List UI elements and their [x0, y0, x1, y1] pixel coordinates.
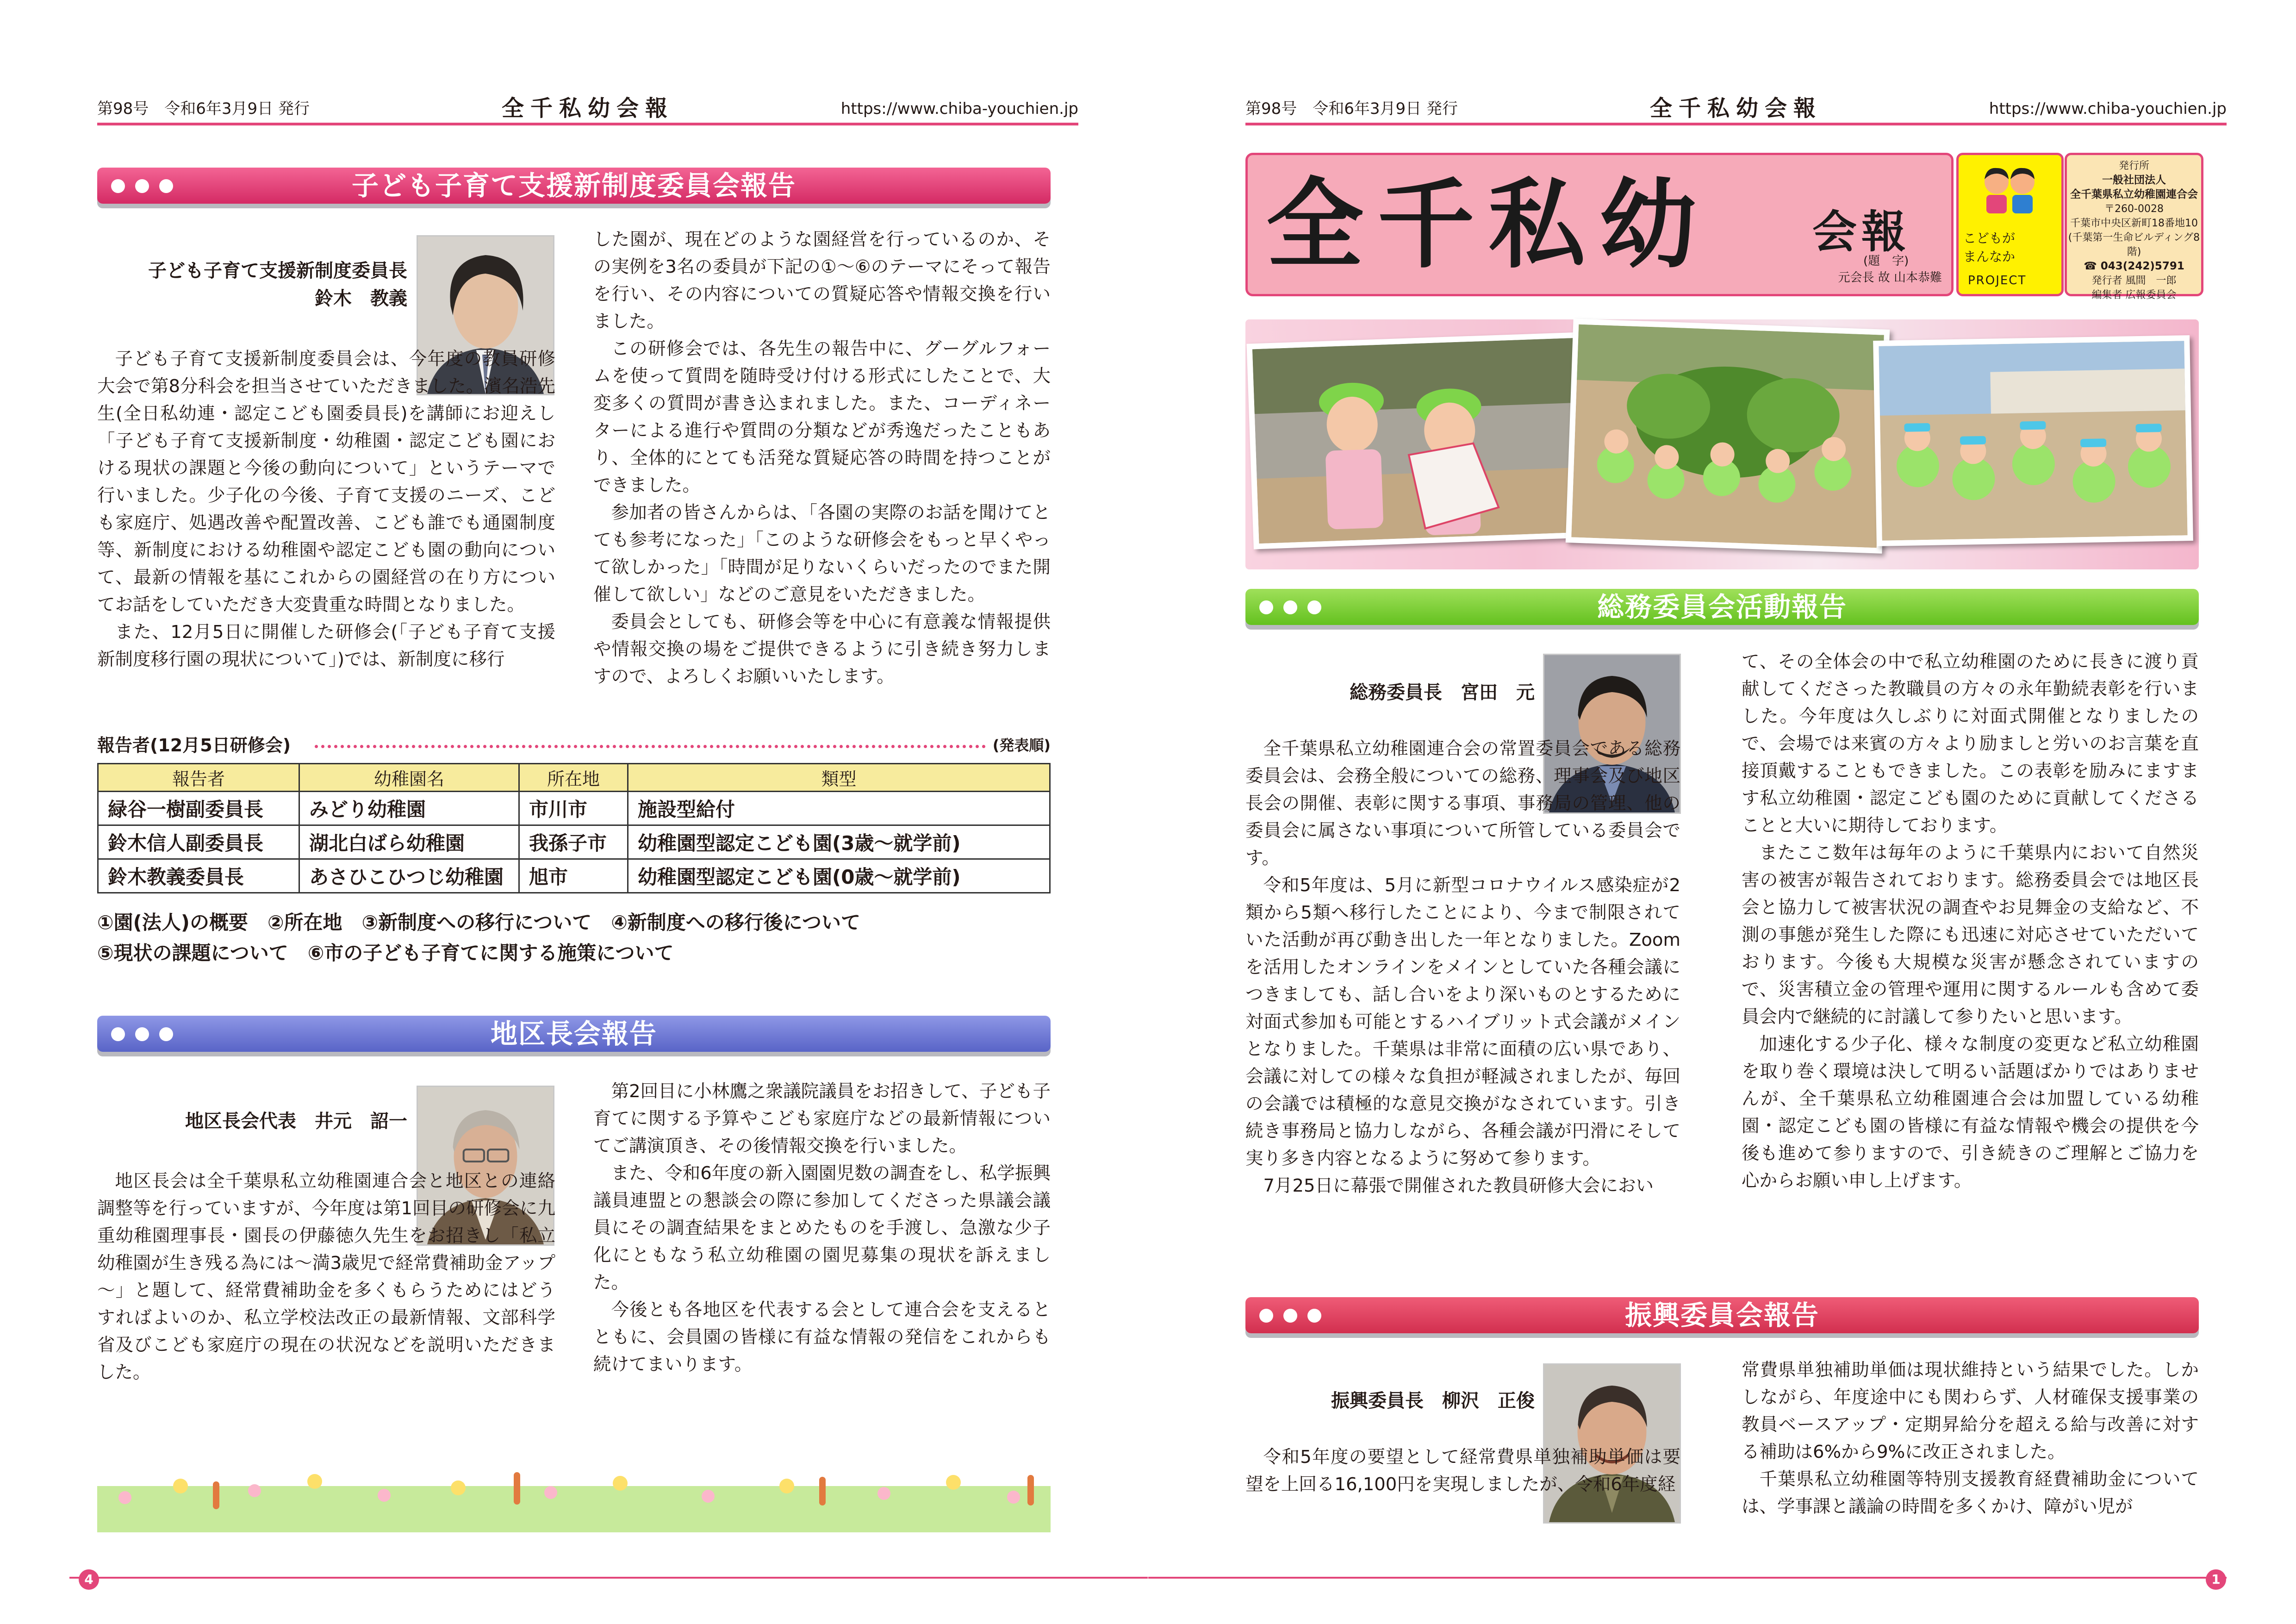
children-icon — [1977, 164, 2042, 215]
photo-collage — [1245, 319, 2199, 569]
table-cell: 幼稚園型認定こども園(0歳～就学前) — [628, 859, 1050, 893]
text-column-1 — [97, 1168, 555, 1386]
theme-line: ⑤現状の課題について ⑥市の子ども子育てに関する施策について — [97, 942, 674, 964]
paragraph: 今後とも各地区を代表する会として連合会を支えるとともに、会員園の皆様に有益な情報の発信をこれからも続けてまいります。 — [593, 1299, 1051, 1375]
section-title: 地区長会報告 — [490, 1018, 657, 1049]
paragraph: 子ども子育て支援新制度委員会は、今年度の教員研修大会で第8分科会を担当させていただきました。濱名浩先生(全日私幼連・認定こども園委員長)を講師にお迎えし「子ども子育て支援新制度・幼稚園・認定こども園における現状の課題と今後の動向について」というテーマで行いました。少子化の今後、子育て支援のニーズ、こども家庭庁、処遇改善や配置改善、こども誰でも通園制度等、新制度における幼稚園や認定こども園の動向について、最新の情報を基にこれからの園経営の在り方についてお話をしていただき大変貴重な時間となりました。 — [97, 349, 555, 615]
table-cell: 旭市 — [519, 859, 628, 893]
publisher-line: 発行者 風間 一郎 — [2091, 275, 2177, 287]
page-header — [97, 97, 1078, 125]
column-header: 類型 — [628, 764, 1050, 792]
page-number: 4 — [79, 1569, 99, 1590]
page-1 — [1148, 0, 2296, 1624]
section-banner-promotion — [1245, 1297, 2199, 1333]
paragraph: この研修会では、各先生の報告中に、グーグルフォームを使って質問を随時受け付ける形式にしたことで、大変多くの質問が書き込まれました。また、コーディネーターによる進行や質問の分類などが秀逸だったこともあり、全体的にとても活発な質疑応答の時間を持つことができました。 — [593, 338, 1051, 496]
paper-title: 全千私幼会報 — [501, 95, 674, 121]
table-cell: みどり幼稚園 — [299, 792, 519, 825]
text-column-2 — [1742, 1356, 2199, 1520]
author-block: 総務委員長 宮田 元 — [1350, 682, 1535, 703]
text-column-2 — [593, 226, 1051, 690]
masthead-title: 全千私幼 — [1266, 167, 1711, 281]
photo-children-kite — [1246, 332, 1588, 550]
header-divider — [97, 123, 1078, 125]
column-header: 報告者 — [98, 764, 299, 792]
slogan-line: こどもが — [1963, 231, 2016, 246]
dotted-rule — [315, 745, 986, 748]
table-cell: あさひこひつじ幼稚園 — [299, 859, 519, 893]
paragraph: した園が、現在どのような園経営を行っているのか、その実例を3名の委員が下記の①～⑥のテーマにそって報告を行い、その内容についての質疑応答や情報交換を行いました。 — [593, 229, 1051, 332]
paragraph: 令和5年度の要望として経常費県単独補助単価は要望を上回る16,100円を実現しましたが、令和6年度経 — [1245, 1447, 1680, 1495]
text-column-2 — [1742, 648, 2199, 1194]
table-cell: 幼稚園型認定こども園(3歳～就学前) — [628, 825, 1050, 859]
paragraph: 千葉県私立幼稚園等特別支援教育経費補助金については、学事課と議論の時間を多くかけ、障がい児が — [1742, 1469, 2199, 1517]
text-column-2 — [593, 1078, 1051, 1378]
publisher-line: ☎ 043(242)5791 — [2084, 260, 2184, 272]
masthead — [1245, 153, 1954, 296]
paragraph: また、令和6年度の新入園園児数の調査をし、私学振興議員連盟との懇談会の際に参加してくださった県議会議員にその調査結果をまとめたものを手渡し、急激な少子化にともなう私立幼稚園の園児募集の現状を訴えました。 — [593, 1163, 1051, 1293]
table-cell: 我孫子市 — [519, 825, 628, 859]
masthead-subtitle: 会報 — [1812, 206, 1910, 258]
paragraph: 加速化する少子化、様々な制度の変更など私立幼稚園を取り巻く環境は決して明るい話題ばかりではありませんが、全千葉県私立幼稚園連合会は加盟している幼稚園・認定こども園の皆様に有益な情報や機会の提供を今後も進めて参りますので、引き続きのご理解とご協力を心からお願い申し上げます。 — [1742, 1034, 2199, 1191]
slogan-line: まんなか — [1963, 249, 2016, 264]
reporter-table — [97, 763, 1051, 893]
page-header — [1245, 97, 2227, 125]
table-cell: 緑谷一樹副委員長 — [98, 792, 299, 825]
publisher-line: 編集者 広報委員会 — [2091, 289, 2177, 301]
site-url[interactable]: https://www.chiba-youchien.jp — [1989, 100, 2227, 118]
publisher-line: 全千葉県私立幼稚園連合会 — [2070, 188, 2198, 200]
photo-children-running — [1873, 335, 2193, 546]
author-role: 子ども子育て支援新制度委員長 — [148, 260, 407, 281]
table-cell: 湖北白ばら幼稚園 — [299, 825, 519, 859]
paragraph: 全千葉県私立幼稚園連合会の常置委員会である総務委員会は、会務全般についての総務、理事会及び地区長会の開催、表彰に関する事項、事務局の管理、他の委員会に属さない事項について所管している委員会です。 — [1245, 738, 1680, 868]
footer-rule — [1148, 1577, 2227, 1579]
author-block — [97, 257, 407, 312]
author-block: 地区長会代表 井元 詔一 — [185, 1111, 407, 1132]
table-cell: 鈴木教義委員長 — [98, 859, 299, 893]
theme-list — [97, 907, 860, 968]
theme-line: ①園(法人)の概要 ②所在地 ③新制度への移行について ④新制度への移行後について — [97, 911, 860, 934]
section-banner-district — [97, 1016, 1051, 1052]
issue-info: 第98号 令和6年3月9日 発行 — [1245, 100, 1458, 118]
table-row — [98, 859, 1050, 893]
flower-border-illustration — [97, 1454, 1051, 1532]
paragraph: 地区長会は全千葉県私立幼稚園連合会と地区との連絡調整等を行っていますが、今年度は第1回目の研修会に九重幼稚園理事長・園長の伊藤徳久先生をお招きし「私立幼稚園が生き残る為には～満3歳児で経常費補助金アップ～」と題して、経常費補助金を多くもらうためにはどうすればよいのか、私立学校法改正の最新情報、文部科学省及びこども家庭庁の現在の状況などを説明いただきました。 — [97, 1171, 555, 1383]
kodomo-slogan — [1963, 229, 2056, 266]
paper-title: 全千私幼会報 — [1649, 95, 1822, 121]
publisher-line: 一般社団法人 — [2102, 174, 2166, 186]
table-cell: 施設型給付 — [628, 792, 1050, 825]
text-column-1 — [97, 345, 555, 673]
site-url[interactable]: https://www.chiba-youchien.jp — [840, 100, 1078, 118]
paragraph: て、その全体会の中で私立幼稚園のために長きに渡り貢献してくださった教職員の方々の永年勤続表彰を行いました。今年度は久しぶりに対面式開催となりましたので、会場では来賓の方々より励ましと労いのお言葉を直接頂戴することもできました。この表彰を励みにますます私立幼稚園・認定こども園のために貢献してくださることと大いに期待しております。 — [1742, 651, 2199, 836]
column-header: 所在地 — [519, 764, 628, 792]
author-name: 鈴木 教義 — [315, 288, 407, 309]
paragraph: またここ数年は毎年のように千葉県内において自然災害の被害が報告されております。総務委員会では地区長会と協力して被害状況の調査やお見舞金の支給など、不測の事態が発生した際にも迅速に対応させていただいております。今後も大規模な災害が懸念されていますので、災害積立金の管理や運用に関するルールも含めて委員会内で継続的に討議して参りたいと思います。 — [1742, 843, 2199, 1027]
paragraph: 委員会としても、研修会等を中心に有意義な情報提供や情報交換の場をご提供できるように引き続き努力しますので、よろしくお願いいたします。 — [593, 612, 1051, 687]
author-block: 振興委員長 柳沢 正俊 — [1331, 1390, 1535, 1412]
publisher-info — [2065, 153, 2203, 301]
paragraph: 第2回目に小林鷹之衆議院議員をお招きして、子ども子育てに関する予算やこども家庭庁などの最新情報についてご講演頂き、その後情報交換を行いました。 — [593, 1081, 1051, 1156]
column-header: 幼稚園名 — [299, 764, 519, 792]
table-order-note: (発表順) — [992, 737, 1051, 754]
publisher-line: 発行所 — [2118, 160, 2149, 172]
table-caption — [97, 734, 1051, 757]
section-title: 振興委員会報告 — [1624, 1299, 1819, 1331]
table-header-row — [98, 764, 1050, 792]
page-number: 1 — [2206, 1569, 2226, 1590]
publisher-line: (千葉第一生命ビルディング8階) — [2068, 232, 2200, 258]
header-divider — [1245, 123, 2227, 125]
title-calligraphy-note: (題 字) — [1863, 254, 1909, 268]
photo-children-harvest — [1566, 319, 1890, 554]
table-row — [98, 792, 1050, 825]
section-banner-general-affairs — [1245, 589, 2199, 625]
calligrapher-credit: 元会長 故 山本恭難 — [1838, 271, 1942, 285]
section-title: 総務委員会活動報告 — [1597, 591, 1847, 623]
paragraph: 常費県単独補助単価は現状維持という結果でした。しかしながら、年度途中にも関わらず、人材確保支援事業の教員ベースアップ・定期昇給分を超える給与改善に対する補助は6%から9%に改正されました。 — [1742, 1360, 2199, 1462]
project-label: PROJECT — [1968, 274, 2027, 287]
text-column-1 — [1245, 1443, 1680, 1498]
table-cell: 市川市 — [519, 792, 628, 825]
paragraph: 参加者の皆さんからは、「各園の実際のお話を聞けてとても参考になった」「このような研修会をもっと早くやって欲しかった」「時間が足りないくらいだったのでまた開催して欲しい」などのご意見をいただきました。 — [593, 502, 1051, 605]
issue-info: 第98号 令和6年3月9日 発行 — [97, 100, 310, 118]
footer-rule — [69, 1577, 1148, 1579]
publisher-line: 〒260-0028 — [2104, 203, 2164, 215]
table-title: 報告者(12月5日研修会) — [97, 735, 291, 756]
paragraph: また、12月5日に開催した研修会(「子ども子育て支援新制度移行園の現状について」)では、新制度に移行 — [97, 622, 555, 670]
section-title: 子ども子育て支援新制度委員会報告 — [351, 170, 796, 201]
kodomo-project-logo — [1956, 153, 2064, 296]
table-cell: 鈴木信人副委員長 — [98, 825, 299, 859]
paragraph: 7月25日に幕張で開催された教員研修大会におい — [1263, 1175, 1654, 1196]
paragraph: 令和5年度は、5月に新型コロナウイルス感染症が2類から5類へ移行したことにより、今まで制限されていた活動が再び動き出した一年となりました。Zoomを活用したオンラインをメインとしていた各種会議につきましても、話し合いをより深いものとするために対面式参加も可能とするハイブリット式会議がメインとなりました。千葉県は非常に面積の広い県であり、会議に対しての様々な負担が軽減されましたが、毎回の会議では積極的な意見交換がなされています。引き続き事務局と協力しながら、各種会議が円滑にそして実り多き内容となるように努めて参ります。 — [1245, 875, 1680, 1169]
table-row — [98, 825, 1050, 859]
section-banner-childcare — [97, 168, 1051, 204]
publisher-line: 千葉市中央区新町18番地10 — [2070, 218, 2198, 229]
text-column-1 — [1245, 735, 1680, 1199]
